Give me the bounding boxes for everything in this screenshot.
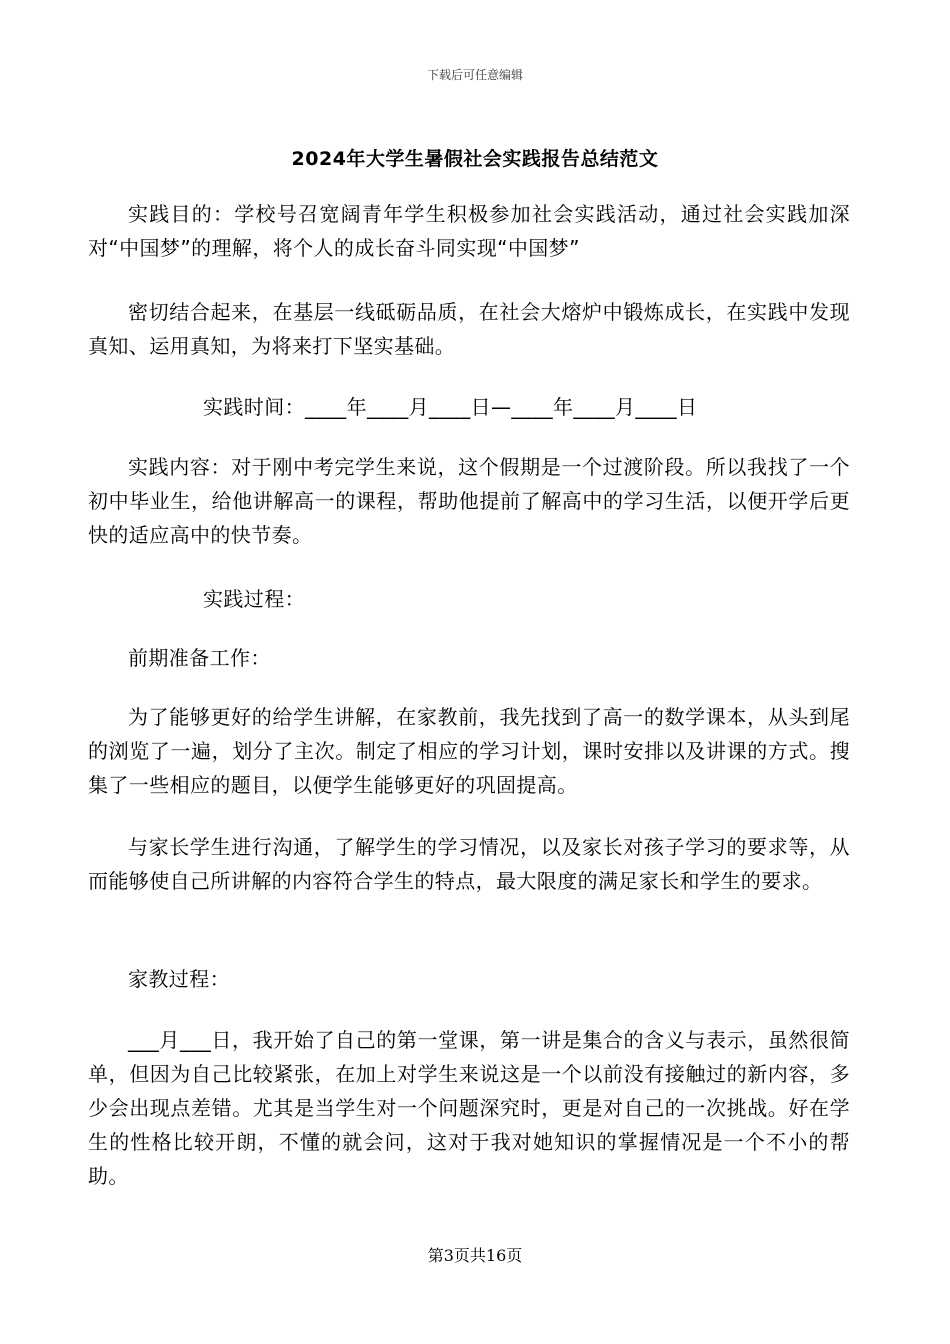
paragraph-preparation-heading: 前期准备工作： (128, 646, 271, 670)
paragraph-purpose-continued: 密切结合起来，在基层一线砥砺品质，在社会大熔炉中锻炼成长，在实践中发现真知、运用真知，为将来打下坚实基础。 (88, 300, 850, 358)
paragraph-communication: 与家长学生进行沟通，了解学生的学习情况，以及家长对孩子学习的要求等，从而能够使自己所讲解的内容符合学生的特点，最大限度的满足家长和学生的要求。 (88, 835, 850, 893)
header-note: 下载后可任意编辑 (426, 68, 523, 82)
paragraph-purpose: 实践目的：学校号召宽阔青年学生积极参加社会实践活动，通过社会实践加深对“中国梦”的理解，将个人的成长奋斗同实现“中国梦” (88, 202, 850, 260)
page-footer: 第3页共16页 (427, 1246, 523, 1265)
paragraph-tutoring-process: ___月___日，我开始了自己的第一堂课，第一讲是集合的含义与表示，虽然很简单，但因为自己比较紧张，在加上对学生来说这是一个以前没有接触过的新内容，多少会出现点差错。尤其是当学生对一个问题深究时，更是对自己的一次挑战。好在学生的性格比较开朗，不懂的就会问，这对于我对她知识的掌握情况是一个不小的帮助。 (88, 1028, 850, 1188)
paragraph-tutoring-heading: 家教过程： (128, 967, 230, 991)
document-title: 2024年大学生暑假社会实践报告总结范文 (291, 148, 659, 170)
paragraph-practice-content: 实践内容：对于刚中考完学生来说，这个假期是一个过渡阶段。所以我找了一个初中毕业生，给他讲解高一的课程，帮助他提前了解高中的学习生活，以便开学后更快的适应高中的快节奏。 (88, 455, 850, 547)
paragraph-practice-time: 实践时间：____年____月____日—____年____月____日 (203, 395, 698, 419)
paragraph-preparation: 为了能够更好的给学生讲解，在家教前，我先找到了高一的数学课本，从头到尾的浏览了一遍，划分了主次。制定了相应的学习计划，课时安排以及讲课的方式。搜集了一些相应的题目，以便学生能够更好的巩固提高。 (88, 705, 850, 797)
paragraph-practice-process-heading: 实践过程： (203, 587, 305, 611)
